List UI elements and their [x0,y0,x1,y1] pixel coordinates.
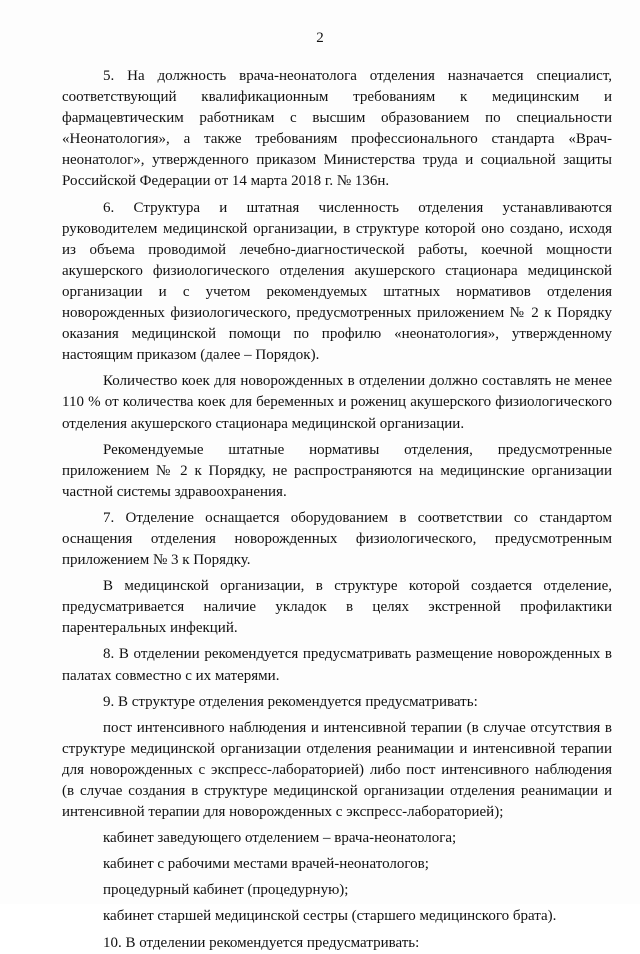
list-item-intensive-post: пост интенсивного наблюдения и интенсивной терапии (в случае отсутствия в структуре медицинской организации отделения реанимации и интенсивной терапии для новорожденных с экспресс-лабораторией) либо пост интенсивного наблюдения (в случае создания в структуре медицинской организации отделения реанимации и интенсивной терапии для новорожденных с экспресс-лабораторией); [62,719,612,821]
list-item-head-office: кабинет заведующего отделением – врача-неонатолога; [103,830,457,847]
paragraph-bed-count: Количество коек для новорожденных в отделении должно составлять не менее 110 % от количества коек для беременных и рожениц акушерского физиологического отделения акушерского стационара медицинской организации. [62,373,612,432]
document-body [62,66,612,954]
paragraph-7: 7. Отделение оснащается оборудованием в соответствии со стандартом оснащения отделения новорожденных физиологического, предусмотренным приложением № 3 к Порядку. [62,509,612,569]
paragraph-staffing-norms: Рекомендуемые штатные нормативы отделения, предусмотренные приложением № 2 к Порядку, не распространяются на медицинские организации частной системы здравоохранения. [62,441,612,500]
paragraph-6: 6. Структура и штатная численность отделения устанавливаются руководителем медицинской организации, в структуре которой оно создано, исходя из объема проводимой лечебно-диагностической работы, коечной мощности акушерского физиологического отделения акушерского стационара медицинской организации и с учетом рекомендуемых штатных нормативов отделения новорожденных физиологического, предусмотренных приложением № 2 к Порядку оказания медицинской помощи по профилю «неонатология», утвержденному настоящим приказом (далее – Порядок). [62,199,612,364]
list-item-procedure-room: процедурный кабинет (процедурную); [103,882,349,899]
page-number: 2 [316,30,324,46]
paragraph-9: 9. В структуре отделения рекомендуется предусматривать: [103,693,478,710]
paragraph-emergency-kits: В медицинской организации, в структуре которой создается отделение, предусматривается наличие укладок в целях экстренной профилактики парентеральных инфекций. [62,578,612,637]
list-item-senior-nurse-room: кабинет старшей медицинской сестры (старшего медицинского брата). [103,908,557,925]
paragraph-10: 10. В отделении рекомендуется предусматривать: [103,934,420,951]
paragraph-5: 5. На должность врача-неонатолога отделения назначается специалист, соответствующий квалификационным требованиям к медицинским и фармацевтическим работникам с высшим образованием по специальности «Неонатология», а также требованиям профессионального стандарта «Врач-неонатолог», утвержденного приказом Министерства труда и социальной защиты Российской Федерации от 14 марта 2018 г. № 136н. [62,68,612,190]
paragraph-8: 8. В отделении рекомендуется предусматривать размещение новорожденных в палатах совместно с их матерями. [62,646,612,684]
list-item-doctors-room: кабинет с рабочими местами врачей-неонатологов; [103,856,429,873]
